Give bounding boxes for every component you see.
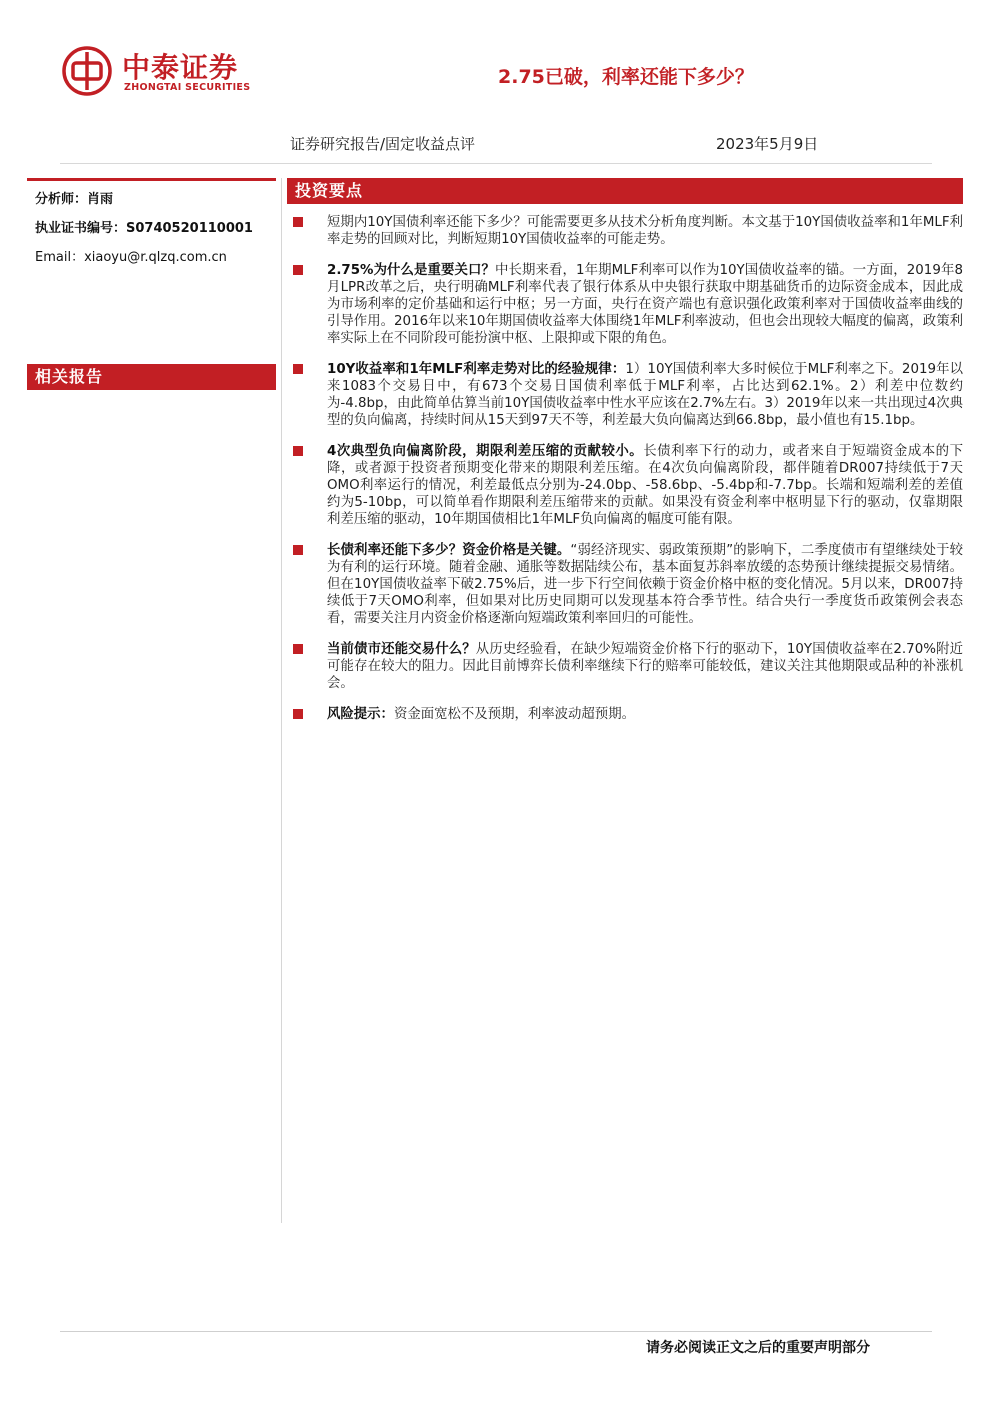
cert-label: 执业证书编号：	[35, 221, 127, 236]
key-point-item	[291, 443, 963, 528]
bullet-square-icon	[293, 217, 303, 227]
email-label: Email：	[35, 250, 85, 265]
email-link[interactable]: xiaoyu@r.qlzq.com.cn	[84, 250, 227, 265]
key-point-item	[291, 641, 963, 692]
key-point-text: “弱经济现实、弱政策预期”的影响下，二季度债市有望继续处于较为有利的运行环境。随着金融、通胀等数据陆续公布，基本面复苏斜率放缓的态势预计继续提振交易情绪。但在10Y国债收益率下破2.75%后，进一步下行空间依赖于资金价格中枢的变化情况。5月以来，DR007持续低于7天OMO利率，但如果对比历史同期可以发现基本符合季节性。结合央行一季度货币政策例会表态看，需要关注月内资金价格逐渐向短端政策利率回归的可能性。	[327, 543, 963, 626]
key-point-text: 长债利率下行的动力，或者来自于短端资金成本的下降，或者源于投资者预期变化带来的期限利差压缩。在4次负向偏离阶段，都伴随着DR007持续低于7天OMO利率运行的情况，利差最低点分别为-24.0bp、-58.6bp、-5.4bp和-7.7bp。长端和短端利差的差值约为5-10bp，可以简单看作期限利差压缩带来的贡献。如果没有资金利率中枢明显下行的驱动，仅靠期限利差压缩的驱动，10年期国债相比1年MLF负向偏离的幅度可能有限。	[327, 444, 963, 527]
brand-name-cn: 中泰证券	[122, 51, 239, 84]
key-point-lead: 风险提示：	[327, 707, 394, 722]
key-point-text: 1）10Y国债利率大多时候位于MLF利率之下。2019年以来1083个交易日中，有673个交易日国债利率低于MLF利率，占比达到62.1%。2）利差中位数约为-4.8bp，由此简单估算当前10Y国债收益率中性水平应该在2.7%左右。3）2019年以来一共出现过4次典型的负向偏离，持续时间从15天到97天不等，利差最大负向偏离达到66.8bp，最小值也有15.1bp。	[327, 362, 963, 428]
bullet-square-icon	[293, 265, 303, 275]
analyst-name: 肖雨	[87, 192, 114, 207]
key-point-lead: 4次典型负向偏离阶段，期限利差压缩的贡献较小。	[327, 444, 644, 459]
bullet-square-icon	[293, 644, 303, 654]
bullet-square-icon	[293, 364, 303, 374]
sidebar	[27, 178, 276, 265]
key-point-lead: 2.75%为什么是重要关口？	[327, 263, 496, 278]
bullet-square-icon	[293, 709, 303, 719]
key-point-text: 从历史经验看，在缺少短端资金价格下行的驱动下，10Y国债收益率在2.70%附近可能存在较大的阻力。因此目前博弈长债利率继续下行的赔率可能较低，建议关注其他期限或品种的补涨机会。	[327, 642, 963, 691]
brand-name-en: ZHONGTAI SECURITIES	[124, 82, 251, 93]
key-point-lead: 当前债市还能交易什么？	[327, 642, 476, 657]
related-reports-heading: 相关报告	[27, 364, 276, 390]
key-point-item	[291, 361, 963, 429]
key-point-lead: 长债利率还能下多少？资金价格是关键。	[327, 543, 571, 558]
analyst-line	[27, 188, 276, 207]
zhongtai-logo-icon	[62, 46, 112, 96]
bullet-square-icon	[293, 545, 303, 555]
cert-line	[27, 217, 276, 236]
section-heading-key-points: 投资要点	[287, 178, 963, 204]
report-title: 2.75已破，利率还能下多少？	[498, 66, 754, 88]
footer-disclaimer: 请务必阅读正文之后的重要声明部分	[646, 1340, 870, 1356]
key-point-lead: 10Y收益率和1年MLF利率走势对比的经验规律：	[327, 362, 626, 377]
email-line	[27, 246, 276, 265]
header-divider	[60, 163, 932, 164]
sidebar-top-rule	[27, 178, 276, 181]
bullet-square-icon	[293, 446, 303, 456]
report-date: 2023年5月9日	[716, 135, 819, 153]
cert-number: S0740520110001	[126, 221, 253, 236]
column-divider	[281, 178, 282, 1223]
key-point-text: 短期内10Y国债利率还能下多少？可能需要更多从技术分析角度判断。本文基于10Y国债收益率和1年MLF利率走势的回顾对比，判断短期10Y国债收益率的可能走势。	[327, 215, 963, 247]
key-point-item	[291, 706, 963, 723]
key-points-list	[291, 214, 963, 723]
brand-logo	[62, 44, 272, 102]
key-point-item	[291, 214, 963, 248]
key-point-text: 中长期来看，1年期MLF利率可以作为10Y国债收益率的锚。一方面，2019年8月LPR改革之后，央行明确MLF利率代表了银行体系从中央银行获取中期基础货币的边际资金成本，因此成为市场利率的定价基础和运行中枢；另一方面，央行在资产端也有意识强化政策利率对于国债收益率曲线的引导作用。2016年以来10年期国债收益率大体围绕1年MLF利率波动，但也会出现较大幅度的偏离，政策利率实际上在不同阶段可能扮演中枢、上限抑或下限的角色。	[327, 263, 963, 346]
report-type: 证券研究报告/固定收益点评	[290, 135, 476, 153]
key-point-item	[291, 262, 963, 347]
key-point-text: 资金面宽松不及预期，利率波动超预期。	[393, 707, 635, 722]
key-point-item	[291, 542, 963, 627]
footer-divider	[60, 1331, 932, 1332]
analyst-label: 分析师：	[35, 192, 88, 207]
